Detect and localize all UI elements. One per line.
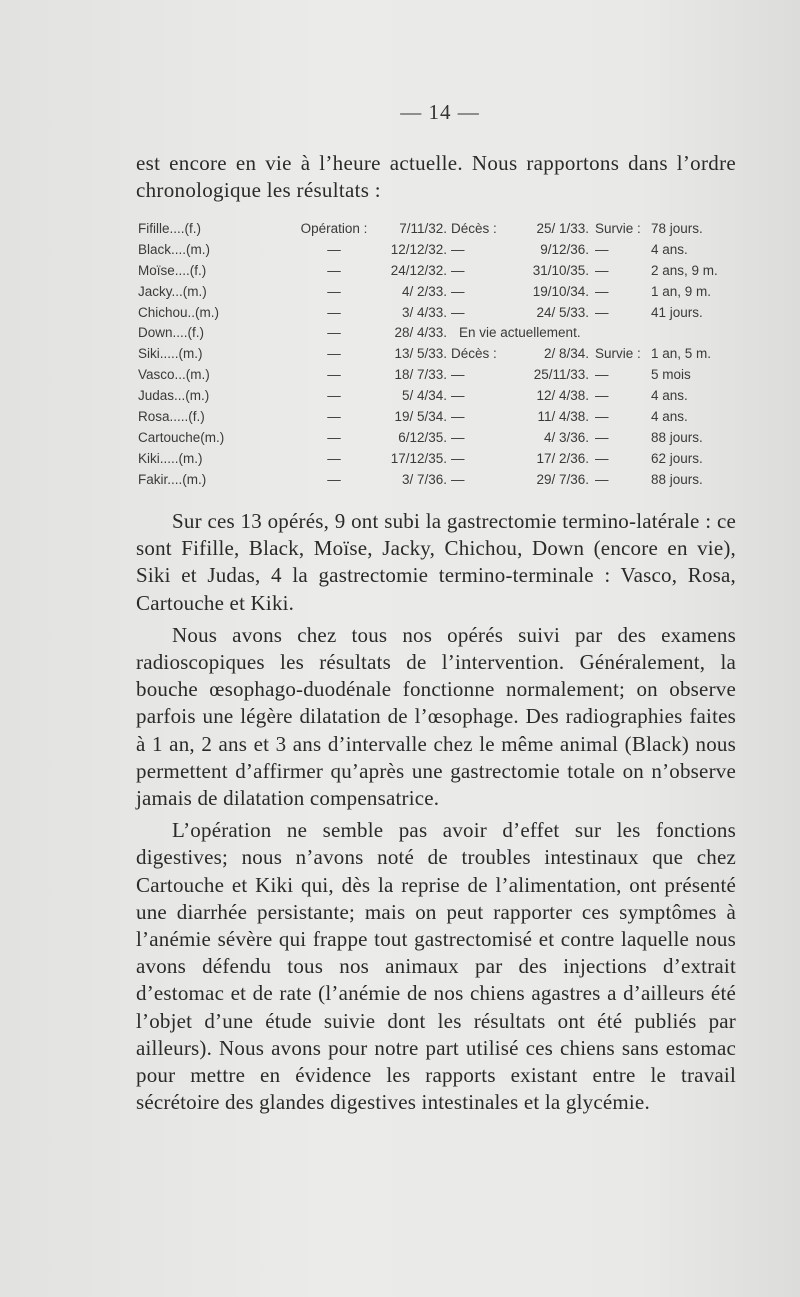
survival-duration: 4 ans.: [651, 241, 688, 257]
survival-label: —: [595, 429, 609, 445]
table-row: [138, 427, 731, 448]
event-label: —: [451, 471, 465, 487]
animal-name: Chichou..(m.): [138, 304, 220, 320]
operation-date: 5/ 4/34.: [401, 388, 447, 404]
table-row: [138, 406, 731, 427]
paragraph-digestive-effects: L’opération ne semble pas avoir d’effet sur les fonctions digestives; nous n’avons noté de troubles intestinaux que chez Cartouche et Kiki qui, dès la reprise de l’alimentation, ont présenté une diarrhée persistante; mais on peut rapporter ces symptômes à l’anémie sévère qui frappe tout gastrectomisé et contre laquelle nous avons défendu tous nos animaux par des injections d’extrait d’estomac et de rate (l’anémie de nos chiens agastres a d’ailleurs été l’objet d’une étude suivie dont les résultats ont été publiés par ailleurs). Nous avons pour notre part utilisé ces chiens sans estomac pour mettre en évidence les rapports existant entre le travail sécrétoire des glandes digestives intestinales et la glycémie.: [136, 818, 736, 1115]
operation-date: 13/ 5/33.: [394, 346, 447, 362]
survival-duration: 88 jours.: [651, 429, 703, 445]
operation-label: —: [327, 408, 341, 424]
operation-date: 3/ 4/33.: [401, 304, 447, 320]
survival-label: —: [595, 367, 609, 383]
event-label: —: [451, 304, 465, 320]
event-label: —: [451, 429, 465, 445]
survival-label: —: [595, 408, 609, 424]
table-row: [138, 260, 731, 281]
event-label: —: [451, 367, 465, 383]
paragraph-gastrectomy-types: Sur ces 13 opérés, 9 ont subi la gastrectomie termino-latérale : ce sont Fifille, Black, Moïse, Jacky, Chichou, Down (encore en vie), Siki et Judas, 4 la gastrectomie termino-terminale : Vasco, Rosa, Cartouche et Kiki.: [136, 509, 736, 615]
event-date: 31/10/35.: [532, 262, 589, 278]
operation-date: 19/ 5/34.: [394, 408, 447, 424]
animal-name: Siki.....(m.): [138, 346, 203, 362]
survival-label: —: [595, 262, 609, 278]
event-label: —: [451, 262, 465, 278]
event-label: —: [451, 241, 465, 257]
survival-duration: 2 ans, 9 m.: [651, 262, 718, 278]
event-date: 4/ 3/36.: [543, 429, 589, 445]
table-row: [138, 364, 731, 385]
operation-label: —: [327, 283, 341, 299]
event-date: 9/12/36.: [540, 241, 589, 257]
survival-duration: 88 jours.: [651, 471, 703, 487]
intro-paragraph: est encore en vie à l’heure actuelle. Nous rapportons dans l’ordre chronologique les résultats :: [136, 151, 736, 202]
operation-date: 3/ 7/36.: [401, 471, 447, 487]
table-row: [138, 385, 731, 406]
operation-label: —: [327, 346, 341, 362]
survival-duration: 1 an, 5 m.: [651, 346, 712, 362]
animal-name: Black....(m.): [138, 241, 211, 257]
animal-name: Jacky...(m.): [138, 283, 207, 299]
table-row: [138, 302, 731, 323]
operation-date: 12/12/32.: [390, 241, 447, 257]
event-date: 25/11/33.: [533, 367, 589, 383]
survival-duration: 4 ans.: [651, 408, 688, 424]
operation-label: —: [327, 262, 341, 278]
survival-label: —: [595, 283, 609, 299]
operation-label: Opération :: [300, 220, 368, 236]
table-row: [138, 322, 731, 343]
operation-date: 17/12/35.: [390, 450, 447, 466]
operation-date: 24/12/32.: [390, 262, 447, 278]
event-date: 24/ 5/33.: [536, 304, 589, 320]
results-table: [138, 218, 731, 490]
operation-label: —: [327, 471, 341, 487]
operation-label: —: [327, 450, 341, 466]
animal-name: Fifille....(f.): [138, 220, 201, 236]
animal-name: Fakir....(m.): [138, 471, 207, 487]
survival-label: —: [595, 450, 609, 466]
table-row: [138, 281, 731, 302]
event-label: —: [451, 450, 465, 466]
animal-name: Cartouche(m.): [138, 429, 225, 445]
event-date: 29/ 7/36.: [536, 471, 589, 487]
operation-label: —: [327, 367, 341, 383]
event-label: Décès :: [451, 220, 497, 236]
animal-name: Kiki.....(m.): [138, 450, 203, 466]
event-label: —: [451, 408, 465, 424]
event-date: 19/10/34.: [532, 283, 589, 299]
survival-duration: 41 jours.: [651, 304, 703, 320]
survival-duration: 78 jours.: [651, 220, 703, 236]
operation-date: 7/11/32.: [399, 220, 447, 236]
survival-label: —: [595, 471, 609, 487]
operation-label: —: [327, 304, 341, 320]
event-label: —: [451, 388, 465, 404]
animal-name: Vasco...(m.): [138, 367, 210, 383]
event-label: Décès :: [451, 346, 497, 362]
survival-duration: 4 ans.: [651, 388, 688, 404]
survival-label: —: [595, 304, 609, 320]
operation-label: —: [327, 241, 341, 257]
survival-label: Survie :: [595, 346, 641, 362]
operation-label: —: [327, 429, 341, 445]
animal-name: Judas...(m.): [138, 388, 210, 404]
table-row: [138, 239, 731, 260]
survival-label: —: [595, 241, 609, 257]
table-row: [138, 343, 731, 364]
operation-label: —: [327, 388, 341, 404]
operation-date: 18/ 7/33.: [394, 367, 447, 383]
operation-date: 6/12/35.: [398, 429, 447, 445]
operation-date: 4/ 2/33.: [401, 283, 447, 299]
survival-duration: 1 an, 9 m.: [651, 283, 712, 299]
event-date: 11/ 4/38.: [537, 408, 589, 424]
event-date: 25/ 1/33.: [536, 220, 589, 236]
survival-duration: 62 jours.: [651, 450, 703, 466]
operation-date: 28/ 4/33.: [394, 325, 447, 341]
event-date: 2/ 8/34.: [543, 346, 589, 362]
table-row: [138, 448, 731, 469]
event-label: —: [451, 283, 465, 299]
survival-duration: 5 mois: [651, 367, 691, 383]
animal-name: Rosa.....(f.): [138, 408, 205, 424]
page-number: — 14 —: [400, 100, 480, 124]
operation-label: —: [327, 325, 341, 341]
animal-name: Down....(f.): [138, 325, 205, 341]
animal-name: Moïse....(f.): [138, 262, 207, 278]
paragraph-radioscopy: Nous avons chez tous nos opérés suivi par des examens radioscopiques les résultats de l’intervention. Généralement, la bouche œsophago-duodénale fonctionne normalement; on observe parfois une légère dilatation de l’œsophage. Des radiographies faites à 1 an, 2 ans et 3 ans d’intervalle chez le même animal (Black) nous permettent d’affirmer qu’après une gastrectomie totale on n’observe jamais de dilatation compensatrice.: [136, 622, 736, 811]
event-date: 17/ 2/36.: [536, 450, 589, 466]
survival-label: Survie :: [595, 220, 641, 236]
table-row: [138, 469, 731, 490]
event-date: 12/ 4/38.: [536, 388, 589, 404]
body-text: [136, 508, 736, 1116]
survival-label: —: [595, 388, 609, 404]
status-note: En vie actuellement.: [459, 325, 581, 341]
table-row: [138, 218, 731, 239]
